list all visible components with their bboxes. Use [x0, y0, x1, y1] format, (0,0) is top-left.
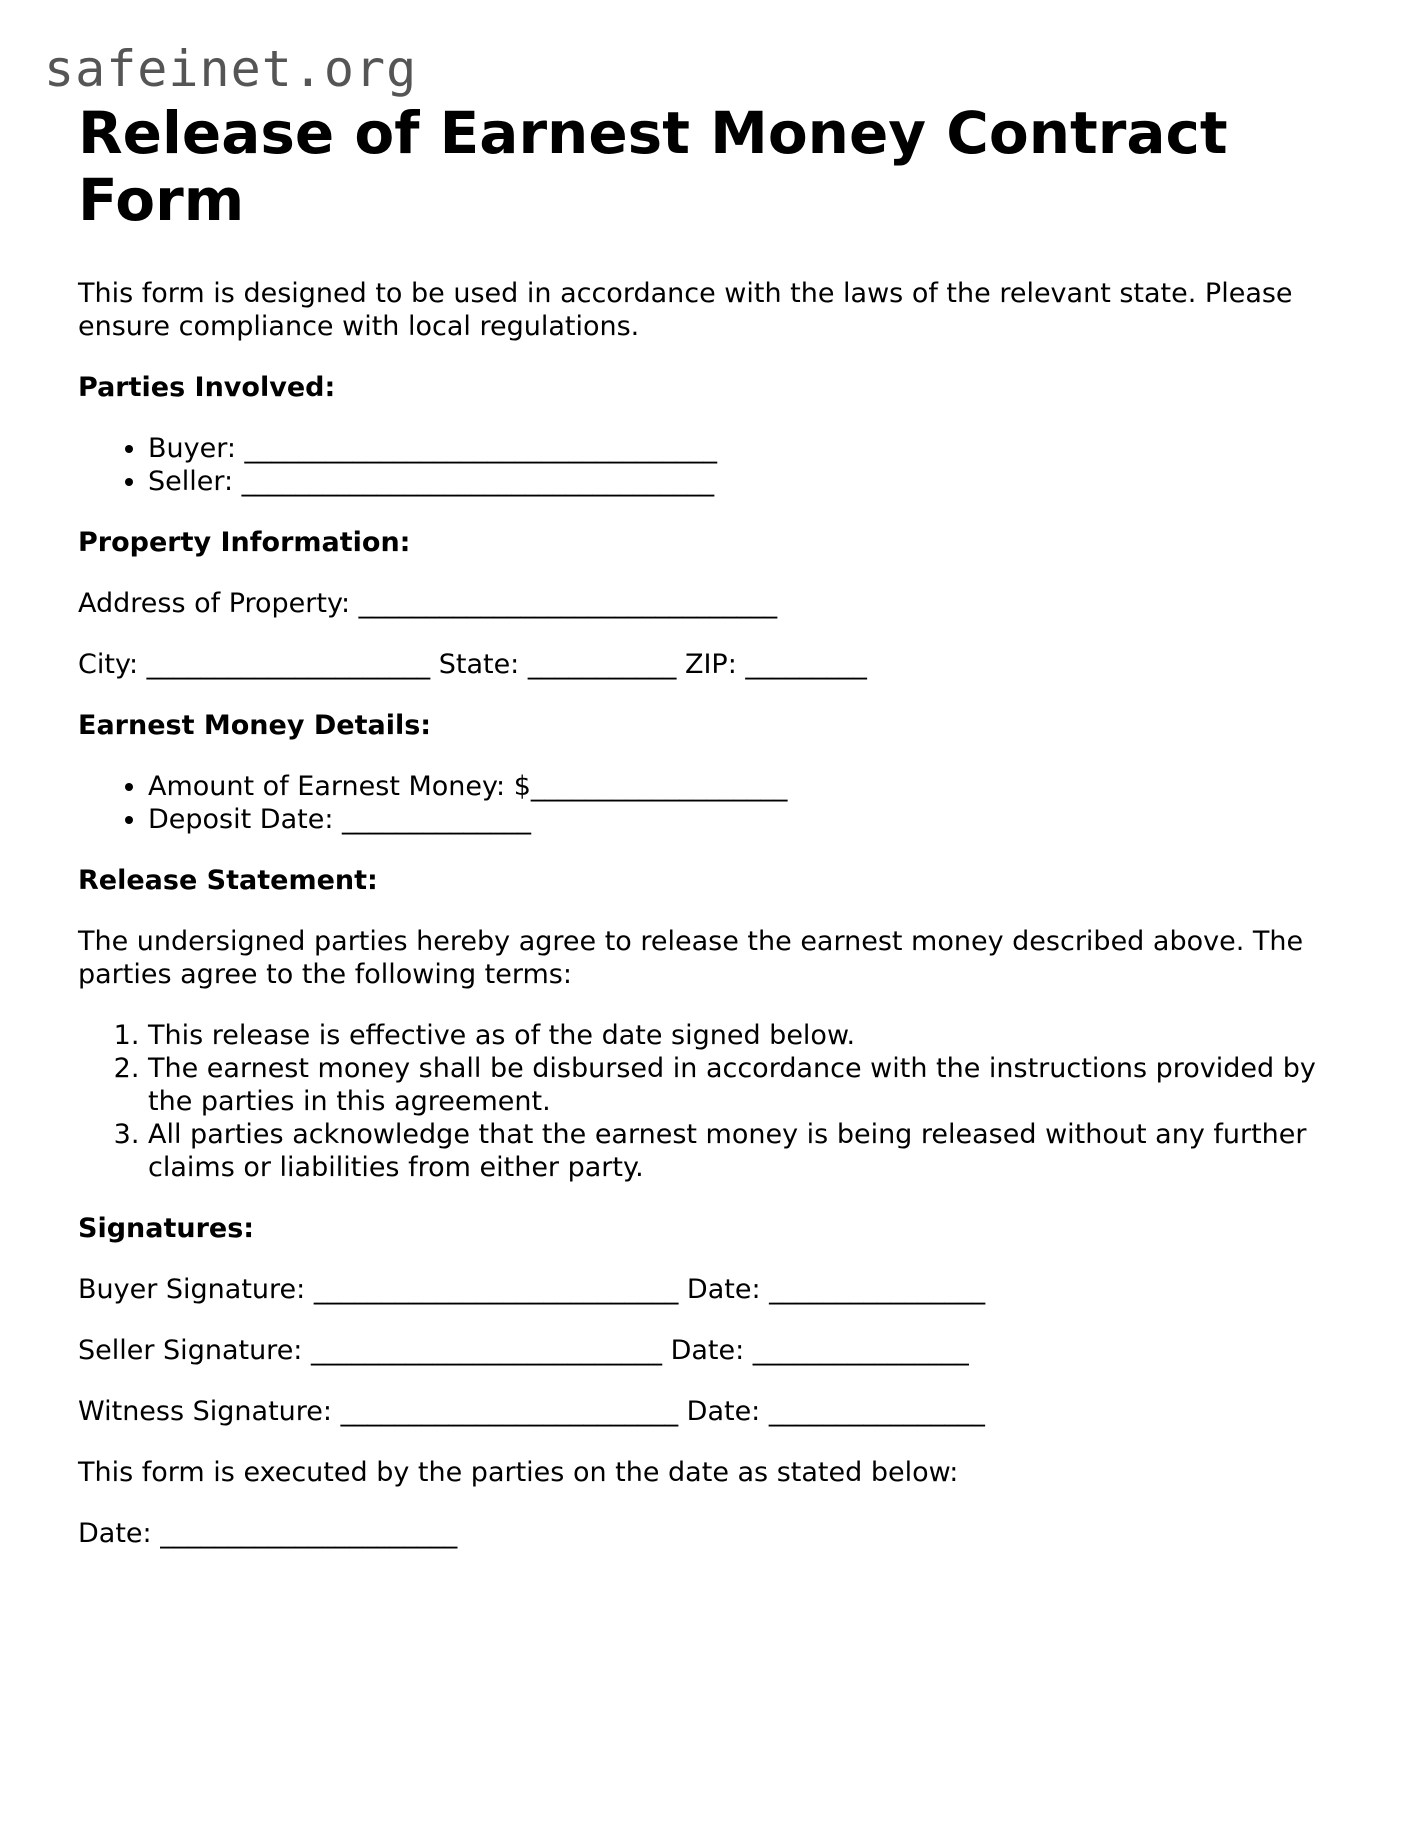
property-heading: Property Information: [78, 527, 411, 558]
buyer-signature-line: Buyer Signature: ___________________________ Date: ________________ [78, 1274, 986, 1305]
seller-signature-line: Seller Signature: __________________________ Date: ________________ [78, 1335, 969, 1366]
release-heading: Release Statement: [78, 865, 378, 896]
watermark-text: safeinet.org [44, 40, 418, 98]
signatures-heading: Signatures: [78, 1213, 255, 1244]
earnest-list [78, 770, 1348, 836]
buyer-line: • Buyer: ___________________________________ [148, 432, 1348, 465]
release-terms-list [78, 1019, 1348, 1184]
property-address-line: Address of Property: _______________________________ [78, 588, 778, 619]
city-state-zip-line: City: _____________________ State: ___________ ZIP: _________ [78, 649, 867, 680]
parties-heading: Parties Involved: [78, 372, 336, 403]
seller-line: • Seller: ___________________________________ [148, 465, 1348, 498]
earnest-amount-line: • Amount of Earnest Money: $___________________ [148, 770, 1348, 803]
earnest-heading: Earnest Money Details: [78, 710, 432, 741]
release-term: 1. This release is effective as of the date signed below. [148, 1019, 1348, 1052]
document-body [78, 100, 1348, 1578]
release-term: 2. The earnest money shall be disbursed in accordance with the instructions provided by the parties in this agreement. [148, 1052, 1348, 1118]
release-term: 3. All parties acknowledge that the earnest money is being released without any further claims or liabilities from either party. [148, 1118, 1348, 1184]
witness-signature-line: Witness Signature: _________________________ Date: ________________ [78, 1396, 985, 1427]
release-paragraph: The undersigned parties hereby agree to release the earnest money described above. The parties agree to the following terms: [78, 926, 1304, 990]
parties-list [78, 432, 1348, 498]
execution-date-line: Date: ______________________ [78, 1518, 458, 1549]
document-title: Release of Earnest Money Contract Form [78, 99, 1228, 234]
intro-paragraph: This form is designed to be used in accordance with the laws of the relevant state. Please ensure compliance with local regulations. [78, 278, 1293, 342]
execution-statement: This form is executed by the parties on the date as stated below: [78, 1457, 959, 1488]
deposit-date-line: • Deposit Date: ______________ [148, 803, 1348, 836]
